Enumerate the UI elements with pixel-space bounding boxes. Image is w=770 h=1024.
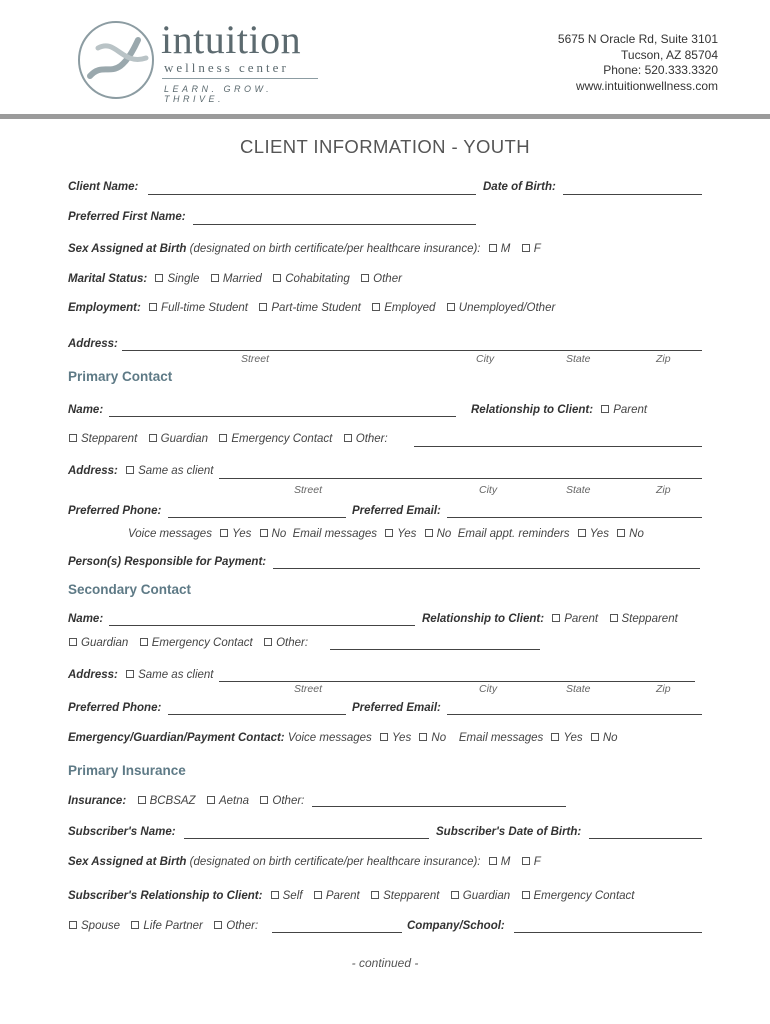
preferred-name-label: Preferred First Name: — [68, 211, 186, 223]
employment-employed-label: Employed — [384, 302, 436, 314]
egp-label: Emergency/Guardian/Payment Contact: — [68, 732, 285, 744]
subscriber-parent-label: Parent — [325, 890, 360, 902]
employment-parttime-label: Part-time Student — [271, 302, 361, 314]
secondary-rel-row-2 — [64, 637, 308, 649]
insurance-row — [68, 795, 304, 807]
preferred-name-field[interactable] — [193, 224, 476, 225]
subscriber-spouse-checkbox[interactable] — [69, 921, 77, 929]
insurance-other-field[interactable] — [312, 806, 566, 807]
insurance-other-label: Other: — [272, 795, 305, 807]
company-field[interactable] — [514, 932, 702, 933]
subscriber-self-label: Self — [282, 890, 303, 902]
subscriber-name-row — [68, 826, 176, 838]
primary-voice-no-label: No — [271, 528, 287, 540]
primary-voice-yes-checkbox[interactable] — [220, 529, 228, 537]
continued-note: - continued - — [351, 956, 419, 970]
secondary-same-checkbox[interactable] — [126, 670, 134, 678]
dob-row — [483, 181, 556, 193]
subscriber-rel-row-2 — [64, 920, 258, 932]
primary-appt-yes-checkbox[interactable] — [578, 529, 586, 537]
primary-parent-checkbox[interactable] — [601, 405, 609, 413]
logo — [76, 17, 326, 104]
primary-address-row — [68, 465, 214, 477]
header-divider — [0, 114, 770, 119]
sex-row — [68, 243, 541, 255]
primary-phone-field[interactable] — [168, 517, 346, 518]
payment-row — [68, 556, 266, 568]
egp-voice-no-label: No — [431, 732, 447, 744]
egp-voice-yes-checkbox[interactable] — [380, 733, 388, 741]
secondary-address-field[interactable] — [219, 681, 695, 682]
secondary-name-field[interactable] — [109, 625, 415, 626]
clinic-phone: Phone: 520.333.3320 — [603, 63, 718, 77]
egp-email-no-checkbox[interactable] — [591, 733, 599, 741]
primary-contact-heading: Primary Contact — [68, 369, 173, 384]
subscriber-other-label: Other: — [226, 920, 259, 932]
egp-email-yes-checkbox[interactable] — [551, 733, 559, 741]
marital-single-checkbox[interactable] — [155, 274, 163, 282]
primary-email-label: Preferred Email: — [352, 505, 441, 517]
employment-fulltime-checkbox[interactable] — [149, 303, 157, 311]
subscriber-dob-field[interactable] — [589, 838, 702, 839]
logo-name: intuition — [161, 17, 302, 62]
tagline: LEARN. GROW. THRIVE. — [164, 84, 273, 104]
logo-subtitle: wellness center — [164, 60, 289, 75]
client-address-row — [68, 338, 118, 350]
secondary-phone-label: Preferred Phone: — [68, 702, 162, 714]
primary-guardian-label: Guardian — [160, 433, 208, 445]
subscriber-guardian-checkbox[interactable] — [451, 891, 459, 899]
primary-appt-no-label: No — [629, 528, 644, 540]
page-title: CLIENT INFORMATION - YOUTH — [240, 136, 530, 157]
client-city-caption: City — [476, 353, 495, 365]
subscriber-partner-label: Life Partner — [143, 920, 203, 932]
primary-rel-row — [471, 404, 647, 416]
secondary-other-checkbox[interactable] — [264, 638, 272, 646]
primary-messages-row — [128, 528, 644, 540]
employment-unemployed-label: Unemployed/Other — [458, 302, 556, 314]
primary-other-checkbox[interactable] — [344, 434, 352, 442]
employment-fulltime-label: Full-time Student — [161, 302, 248, 314]
primary-voice-yes-label: Yes — [232, 528, 252, 540]
primary-voice-label: Voice messages — [128, 528, 212, 540]
primary-same-label: Same as client — [138, 465, 214, 477]
marital-other-label: Other — [373, 273, 402, 285]
primary-rel-row-2 — [64, 433, 388, 445]
primary-email-row — [352, 505, 441, 517]
subscriber-guardian-label: Guardian — [462, 890, 511, 902]
insurance-bcbsaz-label: BCBSAZ — [149, 795, 196, 807]
primary-appt-no-checkbox[interactable] — [617, 529, 625, 537]
egp-voice-no-checkbox[interactable] — [419, 733, 427, 741]
client-name-field[interactable] — [148, 194, 476, 195]
secondary-parent-checkbox[interactable] — [552, 614, 560, 622]
secondary-stepparent-checkbox[interactable] — [610, 614, 618, 622]
primary-other-field[interactable] — [414, 446, 702, 447]
secondary-emergency-checkbox[interactable] — [140, 638, 148, 646]
dob-field[interactable] — [563, 194, 702, 195]
egp-voice-yes-label: Yes — [392, 732, 412, 744]
primary-insurance-heading: Primary Insurance — [68, 763, 186, 778]
secondary-state-caption: State — [566, 683, 591, 695]
subscriber-sex-note: (designated on birth certificate/per healthcare insurance): — [189, 856, 481, 868]
egp-email-label: Email messages — [458, 732, 544, 744]
secondary-rel-label: Relationship to Client: — [422, 613, 545, 625]
secondary-address-row — [68, 669, 214, 681]
client-address-label: Address: — [68, 338, 118, 350]
primary-parent-label: Parent — [613, 404, 648, 416]
primary-email-field[interactable] — [447, 517, 702, 518]
marital-cohabitating-checkbox[interactable] — [273, 274, 281, 282]
employment-row — [68, 302, 555, 314]
secondary-email-field[interactable] — [447, 714, 702, 715]
secondary-other-field[interactable] — [330, 649, 540, 650]
primary-voice-no-checkbox[interactable] — [260, 529, 268, 537]
secondary-other-label: Other: — [276, 637, 309, 649]
clinic-address — [558, 32, 718, 94]
primary-name-field[interactable] — [109, 416, 456, 417]
client-street-caption: Street — [241, 353, 270, 365]
egp-voice-label: Voice messages — [287, 732, 372, 744]
employment-employed-checkbox[interactable] — [372, 303, 380, 311]
sex-m-checkbox[interactable] — [489, 244, 497, 252]
primary-zip-caption: Zip — [656, 484, 671, 496]
primary-guardian-checkbox[interactable] — [149, 434, 157, 442]
marital-married-label: Married — [222, 273, 262, 285]
client-state-caption: State — [566, 353, 591, 365]
egp-email-no-label: No — [602, 732, 618, 744]
address-line-1: 5675 N Oracle Rd, Suite 3101 — [557, 32, 718, 46]
employment-label: Employment: — [68, 302, 141, 314]
primary-name-label: Name: — [68, 404, 104, 416]
primary-email-no-label: No — [436, 528, 452, 540]
secondary-zip-caption: Zip — [656, 683, 671, 695]
primary-email-yes-label: Yes — [397, 528, 417, 540]
subscriber-rel-label: Subscriber's Relationship to Client: — [68, 890, 263, 902]
secondary-contact-heading: Secondary Contact — [68, 582, 192, 597]
subscriber-other-checkbox[interactable] — [214, 921, 222, 929]
secondary-address-label: Address: — [68, 669, 118, 681]
marital-cohabitating-label: Cohabitating — [285, 273, 350, 285]
sex-label: Sex Assigned at Birth — [68, 243, 187, 255]
subscriber-stepparent-checkbox[interactable] — [371, 891, 379, 899]
primary-state-caption: State — [566, 484, 591, 496]
sex-f-label: F — [533, 243, 541, 255]
secondary-stepparent-label: Stepparent — [621, 613, 678, 625]
egp-email-yes-label: Yes — [563, 732, 583, 744]
secondary-phone-row — [68, 702, 161, 714]
subscriber-name-label: Subscriber's Name: — [68, 826, 176, 838]
secondary-guardian-label: Guardian — [81, 637, 129, 649]
subscriber-stepparent-label: Stepparent — [383, 890, 440, 902]
employment-parttime-checkbox[interactable] — [259, 303, 267, 311]
primary-address-field[interactable] — [219, 478, 702, 479]
egp-row — [68, 732, 618, 744]
subscriber-self-checkbox[interactable] — [271, 891, 279, 899]
secondary-name-label: Name: — [68, 613, 104, 625]
primary-phone-row — [68, 505, 161, 517]
marital-row — [68, 273, 402, 285]
payment-field[interactable] — [273, 568, 700, 569]
primary-email-yes-checkbox[interactable] — [385, 529, 393, 537]
subscriber-sex-m-checkbox[interactable] — [489, 857, 497, 865]
primary-appt-label: Email appt. reminders — [457, 528, 570, 540]
secondary-phone-field[interactable] — [168, 714, 346, 715]
primary-street-caption: Street — [294, 484, 323, 496]
sex-note: (designated on birth certificate/per healthcare insurance): — [189, 243, 481, 255]
insurance-label: Insurance: — [68, 795, 127, 807]
secondary-emergency-label: Emergency Contact — [151, 637, 253, 649]
primary-email-msgs-label: Email messages — [292, 528, 378, 540]
primary-other-label: Other: — [355, 433, 388, 445]
company-row — [407, 920, 505, 932]
marital-married-checkbox[interactable] — [211, 274, 219, 282]
secondary-email-label: Preferred Email: — [352, 702, 441, 714]
primary-stepparent-label: Stepparent — [81, 433, 138, 445]
dob-label: Date of Birth: — [483, 181, 556, 193]
subscriber-sex-label: Sex Assigned at Birth — [68, 856, 187, 868]
sex-m-label: M — [500, 243, 511, 255]
insurance-aetna-checkbox[interactable] — [207, 796, 215, 804]
preferred-name-row — [68, 211, 186, 223]
secondary-name-row — [68, 613, 103, 625]
sex-f-checkbox[interactable] — [522, 244, 530, 252]
insurance-other-checkbox[interactable] — [260, 796, 268, 804]
secondary-city-caption: City — [479, 683, 498, 695]
subscriber-parent-checkbox[interactable] — [314, 891, 322, 899]
subscriber-partner-checkbox[interactable] — [131, 921, 139, 929]
primary-emergency-label: Emergency Contact — [231, 433, 333, 445]
subscriber-spouse-label: Spouse — [81, 920, 121, 932]
primary-phone-label: Preferred Phone: — [68, 505, 162, 517]
address-line-2: Tucson, AZ 85704 — [621, 47, 718, 62]
client-name-row — [68, 181, 138, 193]
primary-stepparent-checkbox[interactable] — [69, 434, 77, 442]
subscriber-dob-label: Subscriber's Date of Birth: — [436, 826, 582, 838]
primary-appt-yes-label: Yes — [589, 528, 609, 540]
primary-address-label: Address: — [68, 465, 118, 477]
primary-same-checkbox[interactable] — [126, 466, 134, 474]
marital-label: Marital Status: — [68, 273, 148, 285]
insurance-bcbsaz-checkbox[interactable] — [138, 796, 146, 804]
marital-single-label: Single — [167, 273, 200, 285]
employment-unemployed-checkbox[interactable] — [447, 303, 455, 311]
secondary-street-caption: Street — [294, 683, 323, 695]
secondary-rel-row — [422, 613, 678, 625]
primary-rel-label: Relationship to Client: — [471, 404, 594, 416]
subscriber-name-field[interactable] — [184, 838, 429, 839]
payment-label: Person(s) Responsible for Payment: — [68, 556, 267, 568]
subscriber-sex-f-label: F — [533, 856, 541, 868]
subscriber-emergency-checkbox[interactable] — [522, 891, 530, 899]
subscriber-sex-f-checkbox[interactable] — [522, 857, 530, 865]
secondary-same-label: Same as client — [138, 669, 214, 681]
primary-city-caption: City — [479, 484, 498, 496]
clinic-website: www.intuitionwellness.com — [575, 78, 718, 93]
subscriber-other-field[interactable] — [272, 932, 402, 933]
secondary-parent-label: Parent — [564, 613, 599, 625]
subscriber-emergency-label: Emergency Contact — [533, 890, 635, 902]
subscriber-rel-row — [68, 890, 635, 902]
company-label: Company/School: — [407, 920, 505, 932]
primary-emergency-checkbox[interactable] — [219, 434, 227, 442]
logo-mark-icon — [76, 18, 160, 100]
primary-name-row — [68, 404, 103, 416]
subscriber-sex-row — [68, 856, 541, 868]
marital-other-checkbox[interactable] — [361, 274, 369, 282]
insurance-aetna-label: Aetna — [218, 795, 250, 807]
secondary-guardian-checkbox[interactable] — [69, 638, 77, 646]
client-zip-caption: Zip — [656, 353, 671, 365]
secondary-email-row — [352, 702, 441, 714]
subscriber-dob-row — [436, 826, 581, 838]
client-name-label: Client Name: — [68, 181, 139, 193]
client-address-field[interactable] — [122, 350, 702, 351]
primary-email-no-checkbox[interactable] — [425, 529, 433, 537]
subscriber-sex-m-label: M — [500, 856, 511, 868]
